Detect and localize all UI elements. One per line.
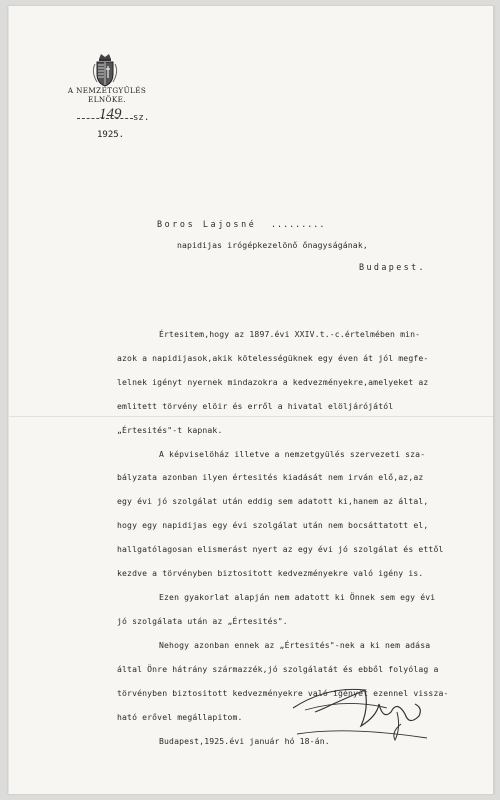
- letterhead-line-1: A NEMZETGYŰLÉS: [67, 86, 147, 95]
- body-line: kezdve a törvényben biztositott kedvezményekre való igény is.: [117, 568, 424, 578]
- body-line: egy évi jó szolgálat után eddig sem adatott ki,hanem az által,: [117, 496, 429, 506]
- recipient-name: Boros Lajosné: [157, 219, 257, 229]
- body-line: Ezen gyakorlat alapján nem adatott ki Önnek sem egy évi: [159, 592, 436, 602]
- fold-line: [9, 416, 493, 417]
- body-line: Nehogy azonban ennek az „Értesités"-nek a ki nem adása: [159, 640, 431, 650]
- body-line: bályzata azonban ilyen értesités kiadását nem irván elő,az,az: [117, 472, 424, 482]
- body-line: lelnek igényt nyernek mindazokra a kedvezményekre,amelyeket az: [117, 377, 429, 387]
- recipient-name-dots: .........: [271, 219, 326, 229]
- letterhead-title: [49, 86, 165, 104]
- reference-number: 149: [99, 106, 122, 122]
- coat-of-arms-icon: [89, 52, 121, 88]
- recipient-title: napidijas irógépkezelönő őnagyságának,: [177, 240, 368, 250]
- signature-icon: [287, 668, 437, 748]
- body-line: törvényben biztositott kedvezményekre való igényét ezennel vissza-: [117, 688, 449, 698]
- letter-sheet: [8, 6, 494, 794]
- body-line: A képviselöház illetve a nemzetgyülés szervezeti sza-: [159, 449, 426, 459]
- body-line: jó szolgálata után az „Értesités".: [117, 616, 288, 626]
- reference-year: 1925.: [97, 130, 125, 140]
- body-line: „Értesités"-t kapnak.: [117, 425, 223, 435]
- body-line: Értesitem,hogy az 1897.évi XXIV.t.-c.értelmében min-: [159, 329, 421, 339]
- reference-suffix: sz.: [133, 113, 150, 123]
- body-line: hallgatólagosan elismerást nyert az egy évi jó szolgálat és ettől: [117, 544, 444, 554]
- body-line: hogy egy napidijas egy évi szolgálat után nem bocsáttatott el,: [117, 520, 429, 530]
- recipient-city: Budapest.: [359, 262, 426, 272]
- date-line: Budapest,1925.évi január hó 18-án.: [159, 736, 330, 746]
- body-line: által Önre hátrány származzék,jó szolgálatát és ebből folyólag a: [117, 664, 439, 674]
- body-line: ható erővel megállapitom.: [117, 712, 243, 722]
- body-line: emlitett törvény elöir és erről a hivatal elöljárójától: [117, 401, 394, 411]
- body-line: azok a napidijasok,akik kötelességüknek egy éven át jól megfe-: [117, 353, 429, 363]
- reference-dashes: [77, 118, 133, 119]
- letterhead-line-2: ELNÖKE.: [88, 95, 126, 104]
